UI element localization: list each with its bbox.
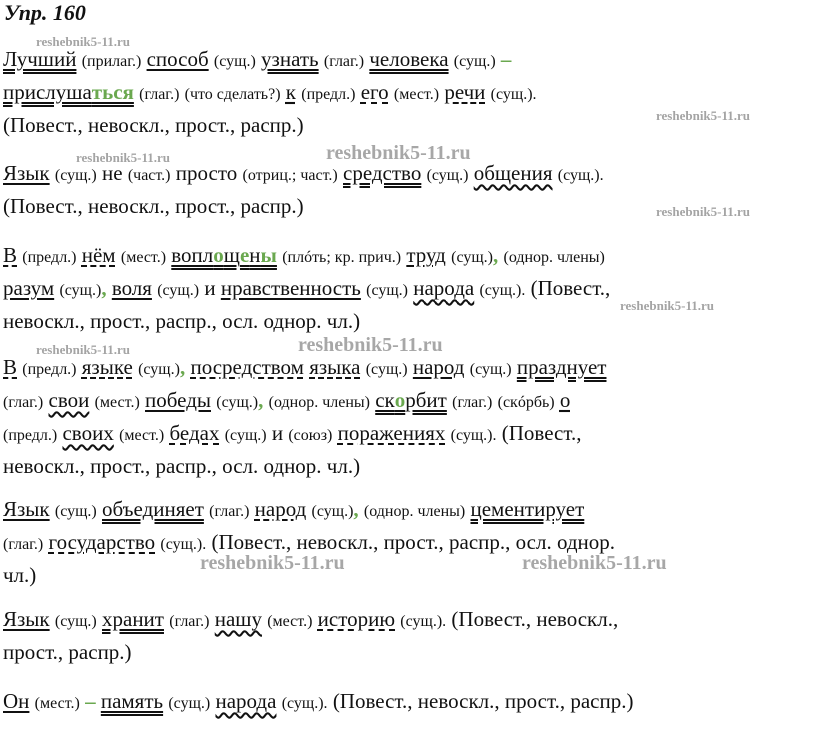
word: празднует: [516, 355, 607, 379]
pos-label: (сущ.): [157, 282, 200, 299]
pos-label: (сущ.): [224, 427, 267, 444]
pos-label: (глаг.): [323, 53, 365, 70]
pos-label: (союз): [288, 427, 333, 444]
word: народа: [413, 276, 475, 300]
word: нашу: [214, 607, 262, 631]
pos-label: (отриц.; част.): [242, 167, 338, 184]
comma-mark: ,: [353, 497, 359, 521]
pos-label: (глаг.): [452, 394, 493, 411]
word: историю: [317, 607, 396, 631]
pos-label: (мест.): [120, 249, 167, 266]
exercise-title: Упр. 160: [4, 0, 86, 25]
pos-label: (сущ.): [366, 282, 408, 299]
word: Он: [3, 689, 30, 713]
watermark: reshebnik5-11.ru: [656, 204, 751, 219]
comma-mark: ,: [258, 388, 264, 412]
sentence-2: [3, 158, 821, 221]
pos-label: (прилаг.): [81, 53, 142, 70]
word: средство: [343, 161, 422, 185]
sentence-characteristics: (Повест.,: [530, 276, 611, 300]
watermark: reshebnik5-11.ru: [326, 142, 471, 164]
watermark: reshebnik5-11.ru: [200, 552, 345, 574]
sentence-characteristics: (Повест., невоскл., прост., распр.): [332, 689, 634, 713]
comma-mark: ,: [492, 243, 499, 267]
word: способ: [146, 47, 209, 71]
pos-label: (глаг.): [209, 503, 250, 520]
pos-label: (мест.): [119, 427, 165, 444]
word: своих: [62, 421, 114, 445]
watermark: reshebnik5-11.ru: [36, 34, 131, 49]
note: (однор. члены): [363, 503, 466, 520]
word: и: [271, 421, 284, 445]
question: (что сделать?): [184, 86, 281, 103]
word: нравственность: [220, 276, 361, 300]
pos-label: (глаг.): [3, 394, 44, 411]
word: воплощены: [171, 243, 277, 267]
word: его: [360, 80, 389, 104]
pos-label: (сущ.): [365, 361, 408, 378]
pos-label: (сущ.).: [490, 86, 537, 103]
word: память: [100, 689, 164, 713]
word: свои: [48, 388, 90, 412]
word: о: [559, 388, 571, 412]
word: нём: [81, 243, 116, 267]
sentence-characteristics: (Повест., невоскл., прост., распр.): [3, 194, 304, 218]
sentence-5: [3, 494, 821, 590]
word: общения: [473, 161, 553, 185]
word: хранит: [102, 607, 164, 631]
sentence-characteristics: (Повест.,: [501, 421, 582, 445]
watermark: reshebnik5-11.ru: [298, 334, 443, 356]
sentence-6: [3, 604, 821, 667]
word: разум: [3, 276, 55, 300]
pos-label: (сущ.).: [479, 282, 526, 299]
sentence-7: [3, 686, 821, 719]
word: поражениях: [337, 421, 446, 445]
word: победы: [145, 388, 211, 412]
note: (однор. члены): [503, 249, 605, 266]
word: прислушаться: [3, 80, 134, 104]
word: Язык: [3, 161, 50, 185]
word: В: [3, 355, 18, 379]
pos-label: (сущ.).: [281, 695, 328, 712]
word: цементирует: [470, 497, 585, 521]
word: Лучший: [3, 47, 77, 71]
pos-label: (сущ.).: [400, 613, 447, 630]
watermark: reshebnik5-11.ru: [656, 108, 751, 123]
word: воля: [111, 276, 152, 300]
pos-label: (предл.): [301, 86, 356, 103]
word: В: [3, 243, 18, 267]
sentence-characteristics: чл.): [3, 563, 37, 587]
word: человека: [369, 47, 449, 71]
word: языка: [309, 355, 361, 379]
pos-label: (предл.): [3, 427, 58, 444]
pos-label: (сущ.): [451, 249, 493, 266]
pos-label: (част.): [127, 167, 171, 184]
sentence-1: [3, 44, 821, 140]
pos-label: (сущ.).: [160, 536, 207, 553]
word: народ: [254, 497, 307, 521]
pos-label: (сущ.): [54, 613, 97, 630]
sentence-characteristics: (Повест., невоскл., прост., распр.): [3, 113, 304, 137]
pos-label: (сущ.).: [450, 427, 497, 444]
pos-label: (сущ.).: [557, 167, 604, 184]
pos-label: (сущ.): [59, 282, 102, 299]
pos-label: (мест.): [393, 86, 440, 103]
pos-label: (мест.): [267, 613, 313, 630]
word: труд: [406, 243, 446, 267]
pos-label: (плóть; кр. прич.): [282, 249, 402, 266]
word: объединяет: [102, 497, 204, 521]
pos-label: (сущ.): [426, 167, 469, 184]
note: (скóрбь): [497, 394, 555, 411]
pos-label: (сущ.): [311, 503, 354, 520]
word: народ: [412, 355, 465, 379]
dash-mark: –: [85, 689, 96, 713]
sentence-characteristics: (Повест., невоскл.,: [451, 607, 619, 631]
pos-label: (предл.): [22, 361, 77, 378]
pos-label: (сущ.): [453, 53, 496, 70]
word: не: [102, 161, 123, 185]
sentence-3: В (предл.) нём (мест.) воплощены (плóть; кр. прич.) труд (сущ.), (однор. члены) разум (сущ.), воля (сущ.) и нравственность (сущ.) народа (сущ.). (Повест., невоскл., прост., распр., осл. однор. чл.): [3, 240, 821, 336]
word: к: [285, 80, 296, 104]
word: скорбит: [375, 388, 447, 412]
pos-label: (глаг.): [139, 86, 180, 103]
pos-label: (сущ.): [469, 361, 512, 378]
word: языке: [81, 355, 133, 379]
word: просто: [175, 161, 238, 185]
sentence-4: В (предл.) языке (сущ.), посредством языка (сущ.) народ (сущ.) празднует (глаг.) свои (мест.) победы (сущ.), (однор. члены) скорбит (глаг.) (скóрбь) о (предл.) своих (мест.) бедах (сущ.) и (союз) поражениях (сущ.). (Повест., невоскл., прост., распр., осл. однор. чл.): [3, 352, 821, 481]
word: народа: [215, 689, 277, 713]
pos-label: (мест.): [94, 394, 140, 411]
pos-label: (мест.): [34, 695, 80, 712]
pos-label: (сущ.): [138, 361, 180, 378]
sentence-characteristics: невоскл., прост., распр., осл. однор. чл.): [3, 454, 361, 478]
pos-label: (предл.): [22, 249, 77, 266]
word: Язык: [3, 497, 50, 521]
dash-mark: –: [500, 47, 512, 71]
word: бедах: [169, 421, 220, 445]
pos-label: (сущ.): [213, 53, 256, 70]
word: речи: [444, 80, 486, 104]
note: (однор. члены): [268, 394, 370, 411]
word: узнать: [261, 47, 319, 71]
word: Язык: [3, 607, 50, 631]
sentence-characteristics: невоскл., прост., распр., осл. однор. чл.): [3, 309, 361, 333]
word: и: [204, 276, 216, 300]
pos-label: (глаг.): [3, 536, 44, 553]
pos-label: (сущ.): [216, 394, 259, 411]
watermark: reshebnik5-11.ru: [620, 298, 715, 313]
pos-label: (сущ.): [54, 167, 97, 184]
watermark: reshebnik5-11.ru: [36, 342, 131, 357]
pos-label: (глаг.): [169, 613, 210, 630]
sentence-characteristics: прост., распр.): [3, 640, 132, 664]
pos-label: (сущ.): [54, 503, 97, 520]
word: государство: [48, 530, 156, 554]
watermark: reshebnik5-11.ru: [522, 552, 667, 574]
watermark: reshebnik5-11.ru: [76, 150, 171, 165]
sentence-characteristics: (Повест., невоскл., прост., распр., осл. однор.: [211, 530, 616, 554]
pos-label: (сущ.): [168, 695, 211, 712]
word: посредством: [190, 355, 304, 379]
